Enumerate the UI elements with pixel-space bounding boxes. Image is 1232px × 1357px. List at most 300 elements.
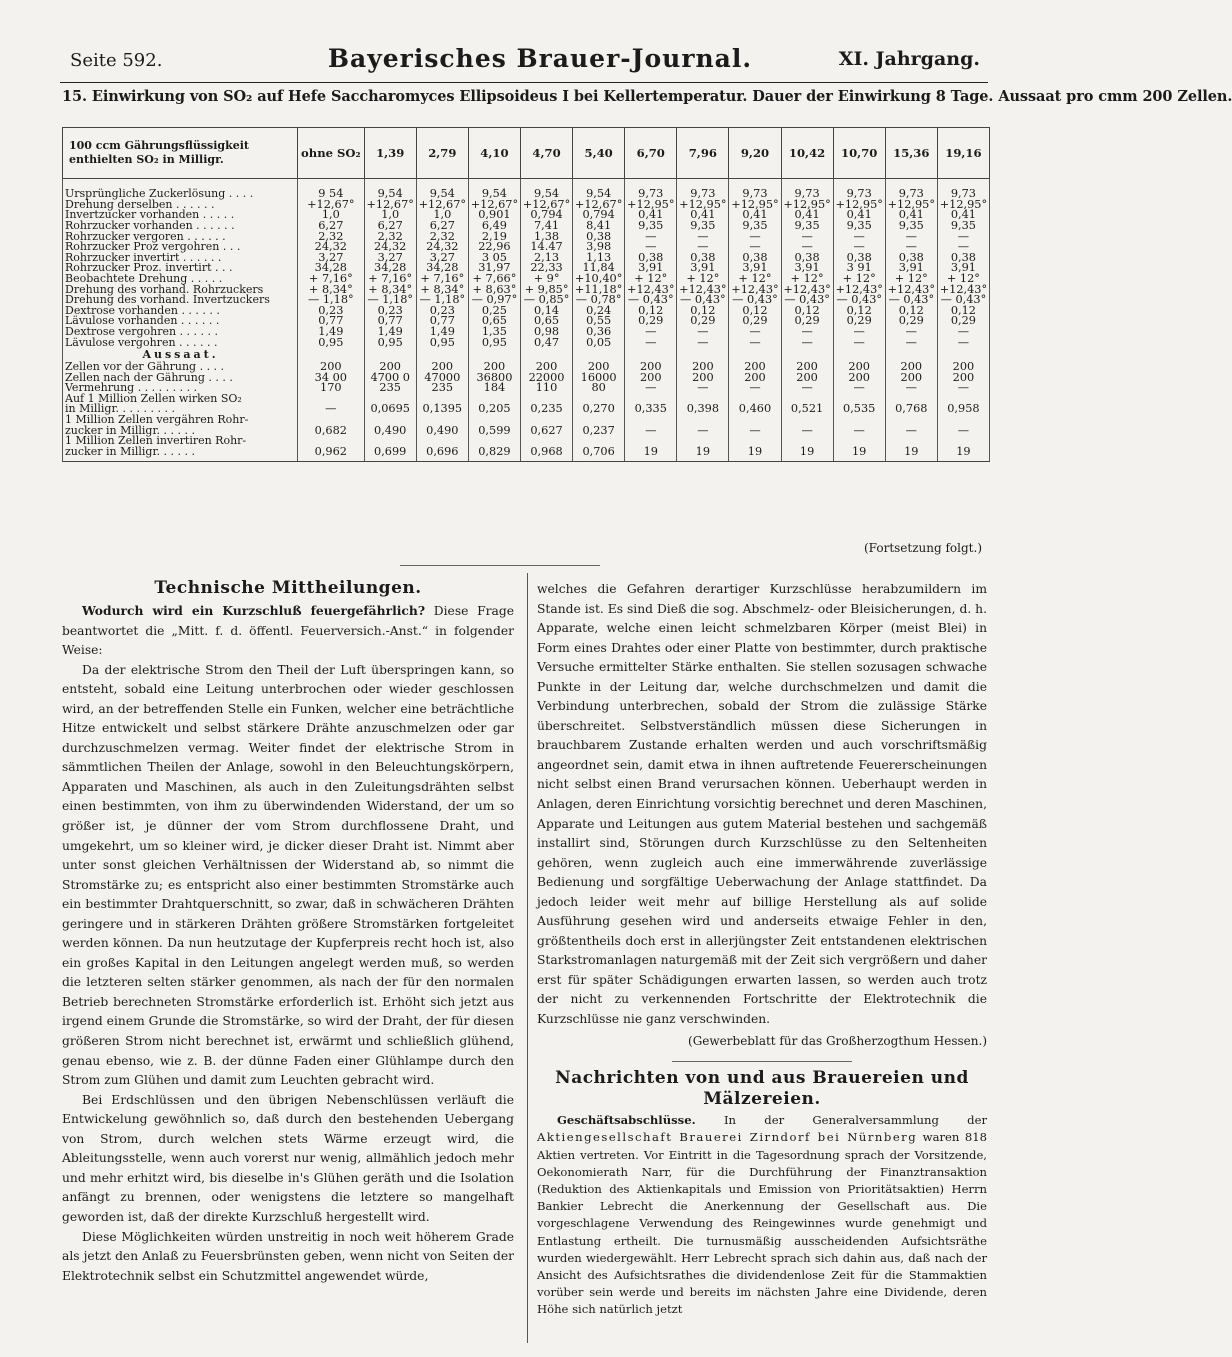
table-cell: 235 xyxy=(416,383,468,394)
table-cell: 22,33 xyxy=(520,263,572,274)
table-cell: 36800 xyxy=(468,373,520,384)
table-cell: — xyxy=(298,404,365,415)
column-header: 4,70 xyxy=(520,128,572,179)
table-cell: +12,67° xyxy=(364,200,416,211)
page-header xyxy=(60,42,980,78)
table-cell: 200 xyxy=(781,373,833,384)
table-cell: + 7,16° xyxy=(298,274,365,285)
column-header: 1,39 xyxy=(364,128,416,179)
table-cell: 80 xyxy=(573,383,625,394)
table-cell: +12,67° xyxy=(520,200,572,211)
table-cell: — xyxy=(781,337,833,348)
table-cell: 0,794 xyxy=(573,210,625,221)
table-cell: — xyxy=(625,327,677,338)
row-label: Lävulose vorhanden . . . . . . xyxy=(63,316,298,327)
news-text-a: In der Generalversammlung der xyxy=(723,1113,988,1128)
table-cell: 19 xyxy=(937,447,989,462)
table-cell: 34,28 xyxy=(416,263,468,274)
table-cell: 200 xyxy=(833,362,885,373)
table-cell: 0,205 xyxy=(468,404,520,415)
table-cell: 200 xyxy=(833,373,885,384)
table-cell: 34 00 xyxy=(298,373,365,384)
table-cell: — 0,97° xyxy=(468,295,520,306)
table-cell: — xyxy=(781,425,833,436)
table-cell: +12,95° xyxy=(885,200,937,211)
row-label: Invertzucker vorhanden . . . . . xyxy=(63,210,298,221)
table-cell: +12,67° xyxy=(573,200,625,211)
table-cell: 1,49 xyxy=(416,327,468,338)
table-cell: 0,38 xyxy=(833,253,885,264)
table-cell: 0,0695 xyxy=(364,404,416,415)
table-cell: — xyxy=(937,242,989,253)
table-cell: 3,27 xyxy=(416,253,468,264)
table-cell: 6,27 xyxy=(364,221,416,232)
table-cell: 9,54 xyxy=(573,179,625,200)
table-cell: 0,41 xyxy=(833,210,885,221)
left-column xyxy=(62,578,514,1286)
column-header: 4,10 xyxy=(468,128,520,179)
table-cell: — xyxy=(677,231,729,242)
row-label: Lävulose vergohren . . . . . . xyxy=(63,337,298,348)
table-cell: 0,29 xyxy=(833,316,885,327)
row-label: in Milligr. . . . . . . . . xyxy=(63,404,298,415)
column-header: 5,40 xyxy=(573,128,625,179)
section-heading-technical: Technische Mittheilungen. xyxy=(154,578,422,598)
table-cell: + 12° xyxy=(781,274,833,285)
table-cell: — xyxy=(729,383,781,394)
table-cell: 14.47 xyxy=(520,242,572,253)
table-cell: — 1,18° xyxy=(298,295,365,306)
table-cell: 0,36 xyxy=(573,327,625,338)
table-cell: — xyxy=(885,327,937,338)
table-cell: 0,23 xyxy=(364,306,416,317)
table-cell: +12,43° xyxy=(937,284,989,295)
table-cell: 3,91 xyxy=(781,263,833,274)
table-cell: 0,599 xyxy=(468,425,520,436)
table-cell: — xyxy=(781,242,833,253)
table-cell: — xyxy=(625,337,677,348)
table-cell: 0,25 xyxy=(468,306,520,317)
table-cell: 200 xyxy=(298,362,365,373)
table-cell: 7,41 xyxy=(520,221,572,232)
table-cell: 0,962 xyxy=(298,447,365,462)
table-cell: 0,38 xyxy=(885,253,937,264)
table-cell: 200 xyxy=(885,362,937,373)
table-cell: 2,32 xyxy=(298,231,365,242)
table-cell: 22000 xyxy=(520,373,572,384)
table-cell: 9,73 xyxy=(625,179,677,200)
row-label: Beobachtete Drehung . . . . . xyxy=(63,274,298,285)
table-cell: 34,28 xyxy=(298,263,365,274)
table-cell: — xyxy=(625,383,677,394)
table-cell: 6,49 xyxy=(468,221,520,232)
table-cell: 0,95 xyxy=(364,337,416,348)
table-cell: — xyxy=(729,337,781,348)
table-cell: 3,91 xyxy=(937,263,989,274)
table-cell: — xyxy=(833,337,885,348)
table-cell: 200 xyxy=(729,362,781,373)
table-cell: 110 xyxy=(520,383,572,394)
row-label: Rohrzucker Proz vergohren . . . xyxy=(63,242,298,253)
row-label: Zellen nach der Gährung . . . . xyxy=(63,373,298,384)
table-cell: 200 xyxy=(625,373,677,384)
paragraph-1: Da der elektrische Strom den Theil der Luft überspringen kann, so entsteht, sobald eine Leitung unterbrochen oder wieder geschlossen wird, an der betreffenden Stelle ein Funken, welcher eine beträchtliche Hitze entwickelt und selbst stärkere Drähte anzuschmelzen oder gar durchzuschmelzen vermag. Weiter findet der elektrische Strom in sämmtlichen Theilen der Anlage, sowohl in den Beleuchtungskörpern, Apparaten und Maschinen, als auch in den Zuleitungsdrähten selbst einen bestimmten, von ihm zu überwindenden Widerstand, der um so größer ist, je dünner der vom Strom durchflossene Draht, und umgekehrt, um so kleiner wird, je dicker dieser Draht ist. Nimmt aber unter sonst gleichen Verhältnissen der Widerstand ab, so nimmt die Stromstärke zu; es entspricht also einer bestimmten Stromstärke auch ein bestimmter Drahtquerschnitt, so zwar, daß in schwächeren Drähten geringere und in stärkeren Drähten größere Stromstärken fortgeleitet werden können. Da nun heutzutage der Kupferpreis recht hoch ist, also ein großes Kapital in den Leitungen angelegt werden muß, so werden die letzteren selten stärker genommen, als nach der für den normalen Betrieb berechneten Stromstärke erforderlich ist. Erhöht sich jetzt aus irgend einem Grunde die Stromstärke, so wird der Draht, der für diesen größeren Strom nicht berechnet ist, erwärmt und schließlich glühend, genau ebenso, wie z. B. der dünne Faden einer Glühlampe durch den Strom zum Glühen und damit zum Leuchten gebracht wird. xyxy=(62,662,514,1088)
table-cell: 0,05 xyxy=(573,337,625,348)
table-cell: 8,41 xyxy=(573,221,625,232)
row-label: Dextrose vorhanden . . . . . . xyxy=(63,306,298,317)
table-cell: — 0,85° xyxy=(520,295,572,306)
table-cell: 3,98 xyxy=(573,242,625,253)
table-cell: 0,12 xyxy=(677,306,729,317)
header-rule xyxy=(60,82,988,83)
table-cell: 0,235 xyxy=(520,404,572,415)
table-cell: +12,43° xyxy=(781,284,833,295)
paragraph-2: Bei Erdschlüssen und den übrigen Nebenschlüssen verläuft die Entwickelung gewöhnlich so, daß durch den bestehenden Uebergang von Strom, durch welchen stets Wärme erzeugt wird, die Ableitungsstelle, wenn auch vorerst nur wenig, allmählich jedoch mehr und mehr erhitzt wird, bis dieselbe in's Glühen geräth und die Isolation anfängt zu brennen, oder wenigstens die letztere so mangelhaft geworden ist, daß der direkte Kurzschluß hergestellt wird. xyxy=(62,1092,514,1224)
table-cell: — xyxy=(677,425,729,436)
table-cell: 0,38 xyxy=(573,231,625,242)
table-cell: 9,73 xyxy=(937,179,989,200)
table-cell: 0,41 xyxy=(937,210,989,221)
table-cell: +12,67° xyxy=(298,200,365,211)
table-cell: 9,54 xyxy=(520,179,572,200)
table-cell: 2,32 xyxy=(416,231,468,242)
table-cell: 0,41 xyxy=(677,210,729,221)
table-cell: 0,38 xyxy=(625,253,677,264)
row-label: Drehung derselben . . . . . . xyxy=(63,200,298,211)
table-cell: 19 xyxy=(781,447,833,462)
table-cell: 0,41 xyxy=(625,210,677,221)
table-cell: 0,98 xyxy=(520,327,572,338)
table-cell: 0,38 xyxy=(729,253,781,264)
table-cell: — xyxy=(937,425,989,436)
table-cell: 170 xyxy=(298,383,365,394)
table-cell: 0,460 xyxy=(729,404,781,415)
table-cell: — 0,43° xyxy=(885,295,937,306)
table-cell: 0,12 xyxy=(729,306,781,317)
table-cell: 9,54 xyxy=(364,179,416,200)
table-cell: 0,41 xyxy=(729,210,781,221)
table-cell: 0,41 xyxy=(885,210,937,221)
table-cell: +12,67° xyxy=(468,200,520,211)
table-cell: 0,335 xyxy=(625,404,677,415)
row-label: Zellen vor der Gährung . . . . xyxy=(63,362,298,373)
table-cell: — xyxy=(729,242,781,253)
table-cell: — xyxy=(937,231,989,242)
table-cell: — xyxy=(885,337,937,348)
table-cell: 0,794 xyxy=(520,210,572,221)
table-cell: — xyxy=(677,337,729,348)
table-cell: 0,968 xyxy=(520,447,572,462)
column-header: 19,16 xyxy=(937,128,989,179)
table-cell: — 0,43° xyxy=(937,295,989,306)
table-cell: — xyxy=(625,242,677,253)
table-cell: — xyxy=(885,425,937,436)
table-cell: 235 xyxy=(364,383,416,394)
table-cell: 200 xyxy=(573,362,625,373)
row-label: Auf 1 Million Zellen wirken SO₂ xyxy=(63,394,298,405)
table-cell: 6,27 xyxy=(298,221,365,232)
table-row xyxy=(63,447,990,462)
table-cell: 0,829 xyxy=(468,447,520,462)
table-cell: 2,32 xyxy=(364,231,416,242)
table-cell: +12,95° xyxy=(625,200,677,211)
column-header: 7,96 xyxy=(677,128,729,179)
table-cell: — xyxy=(833,425,885,436)
table-cell: + 12° xyxy=(937,274,989,285)
table-cell: 1,38 xyxy=(520,231,572,242)
table-cell: 0,12 xyxy=(625,306,677,317)
table-cell: 0,682 xyxy=(298,425,365,436)
table-cell: 9,73 xyxy=(885,179,937,200)
table-cell: — 0,43° xyxy=(729,295,781,306)
table-cell: 4700 0 xyxy=(364,373,416,384)
table-cell: — xyxy=(937,327,989,338)
table-cell: — xyxy=(781,327,833,338)
table-cell: 200 xyxy=(781,362,833,373)
table-cell: 0,55 xyxy=(573,316,625,327)
table-cell: 34,28 xyxy=(364,263,416,274)
table-cell: 184 xyxy=(468,383,520,394)
table-cell: 0,1395 xyxy=(416,404,468,415)
table-cell: 0,29 xyxy=(677,316,729,327)
table-cell: 200 xyxy=(677,373,729,384)
table-cell: 0,29 xyxy=(729,316,781,327)
row-label: 1 Million Zellen invertiren Rohr- xyxy=(63,436,298,447)
page-number: Seite 592. xyxy=(70,50,163,71)
table-cell: + 7,16° xyxy=(416,274,468,285)
table-cell: + 9° xyxy=(520,274,572,285)
table-cell: 200 xyxy=(729,373,781,384)
table-cell: 19 xyxy=(625,447,677,462)
table-cell: 0,77 xyxy=(298,316,365,327)
journal-title: Bayerisches Brauer-Journal. xyxy=(327,44,753,73)
table-cell: 0,14 xyxy=(520,306,572,317)
table-cell: 0,47 xyxy=(520,337,572,348)
table-cell: 200 xyxy=(468,362,520,373)
section-heading-news: Nachrichten von und aus Brauereien und Mälzereien. xyxy=(555,1068,969,1110)
intro-paragraph xyxy=(62,601,514,661)
table-cell: + 12° xyxy=(677,274,729,285)
table-cell: 9,35 xyxy=(625,221,677,232)
table-corner-label: 100 ccm Gährungsflüssigkeit enthielten SO₂ in Milligr. xyxy=(63,128,298,179)
section-divider-2 xyxy=(672,1061,852,1062)
table-cell: 19 xyxy=(677,447,729,462)
column-header: 10,42 xyxy=(781,128,833,179)
table-cell: 9 54 xyxy=(298,179,365,200)
table-cell: 3,91 xyxy=(885,263,937,274)
table-cell: — xyxy=(781,383,833,394)
row-label: zucker in Milligr. . . . . . xyxy=(63,447,298,462)
table-cell: 0,699 xyxy=(364,447,416,462)
table-cell: 3 91 xyxy=(833,263,885,274)
table-cell: — 0,43° xyxy=(833,295,885,306)
table-cell: 0,38 xyxy=(937,253,989,264)
table-cell: 1,0 xyxy=(364,210,416,221)
table-cell: — xyxy=(625,231,677,242)
table-cell: 6,27 xyxy=(416,221,468,232)
table-cell: 11,84 xyxy=(573,263,625,274)
table-cell: 19 xyxy=(833,447,885,462)
table-cell: 0,706 xyxy=(573,447,625,462)
intro-text: Diese Frage beantwortet die „Mitt. f. d. öffentl. Feuerversich.-Anst.“ in folgender Weise: xyxy=(62,604,514,658)
table-cell: 24,32 xyxy=(416,242,468,253)
table-header-row xyxy=(63,128,990,179)
table-cell: — xyxy=(729,327,781,338)
table-cell: — 1,18° xyxy=(364,295,416,306)
table-cell: 200 xyxy=(416,362,468,373)
news-paragraph xyxy=(537,1112,987,1318)
table-cell: 0,29 xyxy=(625,316,677,327)
table-cell: 9,73 xyxy=(677,179,729,200)
table-caption: 15. Einwirkung von SO₂ auf Hefe Saccharomyces Ellipsoideus I bei Kellertemperatur. Dauer der Einwirkung 8 Tage. Aussaat pro cmm 200 Zellen. xyxy=(62,88,1232,105)
table-cell: 0,398 xyxy=(677,404,729,415)
table-cell: 24,32 xyxy=(364,242,416,253)
table-row xyxy=(63,415,990,426)
table-cell: 3,27 xyxy=(298,253,365,264)
table-cell: 0,23 xyxy=(298,306,365,317)
row-label: Rohrzucker Proz. invertirt . . . xyxy=(63,263,298,274)
table-cell: 0,12 xyxy=(937,306,989,317)
table-cell: 0,95 xyxy=(468,337,520,348)
table-cell: — 0,43° xyxy=(625,295,677,306)
table-cell: 0,521 xyxy=(781,404,833,415)
table-cell: +12,95° xyxy=(937,200,989,211)
table-cell: 0,41 xyxy=(781,210,833,221)
table-cell: 0,12 xyxy=(833,306,885,317)
row-label: Rohrzucker invertirt . . . . . . xyxy=(63,253,298,264)
table-cell: 1,35 xyxy=(468,327,520,338)
table-cell: 0,958 xyxy=(937,404,989,415)
right-column xyxy=(537,580,987,1319)
table-cell: 0,29 xyxy=(885,316,937,327)
table-cell: — 1,18° xyxy=(416,295,468,306)
row-label: 1 Million Zellen vergähren Rohr- xyxy=(63,415,298,426)
table-cell: 9,35 xyxy=(781,221,833,232)
table-cell: 9,35 xyxy=(885,221,937,232)
table-cell: 0,65 xyxy=(520,316,572,327)
table-cell: 0,24 xyxy=(573,306,625,317)
table-cell: +12,43° xyxy=(625,284,677,295)
table-cell: — 0,43° xyxy=(781,295,833,306)
table-cell: — xyxy=(625,425,677,436)
table-cell: 0,490 xyxy=(364,425,416,436)
table-cell: + 7,66° xyxy=(468,274,520,285)
table-cell: 0,535 xyxy=(833,404,885,415)
table-cell: 16000 xyxy=(573,373,625,384)
row-label: Drehung des vorhand. Rohrzuckers xyxy=(63,284,298,295)
table-cell: +12,43° xyxy=(677,284,729,295)
table-row xyxy=(63,436,990,447)
paragraph-3: Diese Möglichkeiten würden unstreitig in noch weit höherem Grade als jetzt den Anlaß zu Feuersbrünsten geben, wenn nicht von Seiten der Elektrotechnik selbst ein Schutzmittel angewendet würde, xyxy=(62,1229,514,1283)
table-cell: 0,29 xyxy=(937,316,989,327)
section-label: Aussaat. xyxy=(63,348,298,362)
table-cell: 0,65 xyxy=(468,316,520,327)
table-cell: — xyxy=(729,231,781,242)
table-cell: 9,73 xyxy=(729,179,781,200)
table-cell: 9,54 xyxy=(416,179,468,200)
paragraph-continued: welches die Gefahren derartiger Kurzschlüsse herabzumildern im Stande ist. Es sind Dieß die sog. Abschmelz- oder Bleisicherungen, d. h. Apparate, welche einen leicht schmelzbaren Körper (meist Blei) in Form eines Drahtes oder einer Platte von bestimmter, durch praktische Versuche ermittelter Stärke enthalten. Sie stellen sozusagen schwache Punkte in der Leitung dar, welche durchschmelzen und damit die Verbindung unterbrechen, sobald der Strom die zulässige Stärke überschreitet. Selbstverständlich müssen diese Sicherungen in brauchbarem Zustande erhalten werden und auch vorschriftsmäßig angeordnet sein, damit etwa in ihnen auftretende Feuererscheinungen nicht selbst einen Brand verursachen können. Ueberhaupt werden in Anlagen, deren Einrichtung vorsichtig berechnet und deren Maschinen, Apparate und Leitungen aus gutem Material bestehen und sachgemäß installirt sind, Störungen durch Kurzschlüsse zu den Seltenheiten gehören, wenn zugleich auch eine immerwährende zuverlässige Bedienung und sorgfältige Ueberwachung der Anlage stattfindet. Da jedoch leider weit mehr auf billige Herstellung als auf solide Ausführung gesehen wird und anderseits etwaige Fehler in den, größtentheils doch erst in allerjüngster Zeit entstandenen elektrischen Starkstromanlagen naturgemäß mit der Zeit sich vergrößern und daher erst für später Schädigungen erwarten lassen, so werden auch trotz der nicht zu verkennenden Fortschritte der Elektrotechnik die Kurzschlüsse nie ganz verschwinden. xyxy=(537,582,987,1027)
table-cell: + 8,34° xyxy=(298,284,365,295)
row-label: Vermehrung . . . . . . . . . xyxy=(63,383,298,394)
table-cell: 9,73 xyxy=(833,179,885,200)
table-cell: — 0,78° xyxy=(573,295,625,306)
table-cell: 9,35 xyxy=(833,221,885,232)
table-cell: +12,95° xyxy=(677,200,729,211)
table-cell: — xyxy=(937,383,989,394)
table-cell: 1,0 xyxy=(416,210,468,221)
table-cell: — xyxy=(885,242,937,253)
section-divider xyxy=(400,565,600,566)
table-cell: 24,32 xyxy=(298,242,365,253)
table-cell: 3,91 xyxy=(729,263,781,274)
table-cell: 47000 xyxy=(416,373,468,384)
table-cell: 200 xyxy=(520,362,572,373)
table-cell: + 7,16° xyxy=(364,274,416,285)
news-text-b: waren 818 Aktien vertreten. Vor Eintritt in die Tagesordnung sprach der Vorsitzende, Oekonomierath Narr, für die Durchführung der Finanztransaktion (Reduktion des Aktienkapitals und Emission von Prioritätsaktien) Herrn Bankier Lebrecht die Anerkennung der Gesellschaft aus. Die vorgeschlagene Verwendung des Reingewinnes wurde genehmigt und Entlastung ertheilt. Die turnusmäßig ausscheidenden Aufsichtsräthe wurden wiedergewählt. Herr Lebrecht sprach sich dahin aus, daß nach der Ansicht des Aufsichtsrathes die dividendenlose Zeit für die Stammaktien vorüber sein werde und bereits im nächsten Jahre eine Dividende, deren Höhe sich natürlich jetzt xyxy=(537,1130,987,1317)
table-cell: 0,490 xyxy=(416,425,468,436)
table-cell: 200 xyxy=(885,373,937,384)
table-cell: 200 xyxy=(364,362,416,373)
table-cell: + 8,34° xyxy=(364,284,416,295)
table-cell: +12,43° xyxy=(729,284,781,295)
table-cell: 0,12 xyxy=(781,306,833,317)
table-cell: 0,696 xyxy=(416,447,468,462)
column-header: 10,70 xyxy=(833,128,885,179)
table-cell: — xyxy=(937,337,989,348)
table-row xyxy=(63,337,990,348)
table-cell: 9,35 xyxy=(937,221,989,232)
row-label: Dextrose vergohren . . . . . . xyxy=(63,327,298,338)
table-cell: — xyxy=(677,242,729,253)
table-cell: 1,49 xyxy=(298,327,365,338)
table-cell: 22,96 xyxy=(468,242,520,253)
table-cell: 9,35 xyxy=(677,221,729,232)
table-cell: 1,13 xyxy=(573,253,625,264)
table-cell: 200 xyxy=(937,373,989,384)
table-cell: 0,627 xyxy=(520,425,572,436)
table-cell: — xyxy=(833,383,885,394)
table-cell: 19 xyxy=(885,447,937,462)
table-cell: — xyxy=(833,231,885,242)
table-cell: 3,91 xyxy=(625,263,677,274)
column-header: 15,36 xyxy=(885,128,937,179)
table-cell: — xyxy=(885,231,937,242)
table-cell: 0,95 xyxy=(298,337,365,348)
row-label: zucker in Milligr. . . . . . xyxy=(63,425,298,436)
volume-label: XI. Jahrgang. xyxy=(838,48,980,70)
table-cell: +10,40° xyxy=(573,274,625,285)
table-cell: 0,237 xyxy=(573,425,625,436)
table-cell: 2,19 xyxy=(468,231,520,242)
table-cell: — xyxy=(781,231,833,242)
table-cell: 3,27 xyxy=(364,253,416,264)
table-cell: 3 05 xyxy=(468,253,520,264)
table-cell: + 12° xyxy=(833,274,885,285)
table-cell: 0,38 xyxy=(781,253,833,264)
table-row xyxy=(63,179,990,200)
table-cell: 1,49 xyxy=(364,327,416,338)
table-cell: +12,43° xyxy=(833,284,885,295)
table-cell: 19 xyxy=(729,447,781,462)
table-cell: 0,768 xyxy=(885,404,937,415)
table-cell: — xyxy=(677,327,729,338)
table-cell: 0,29 xyxy=(781,316,833,327)
table-cell: 0,901 xyxy=(468,210,520,221)
table-cell: 0,77 xyxy=(364,316,416,327)
table-cell: + 12° xyxy=(729,274,781,285)
row-label: Drehung des vorhand. Invertzuckers xyxy=(63,295,298,306)
table-cell: 0,12 xyxy=(885,306,937,317)
